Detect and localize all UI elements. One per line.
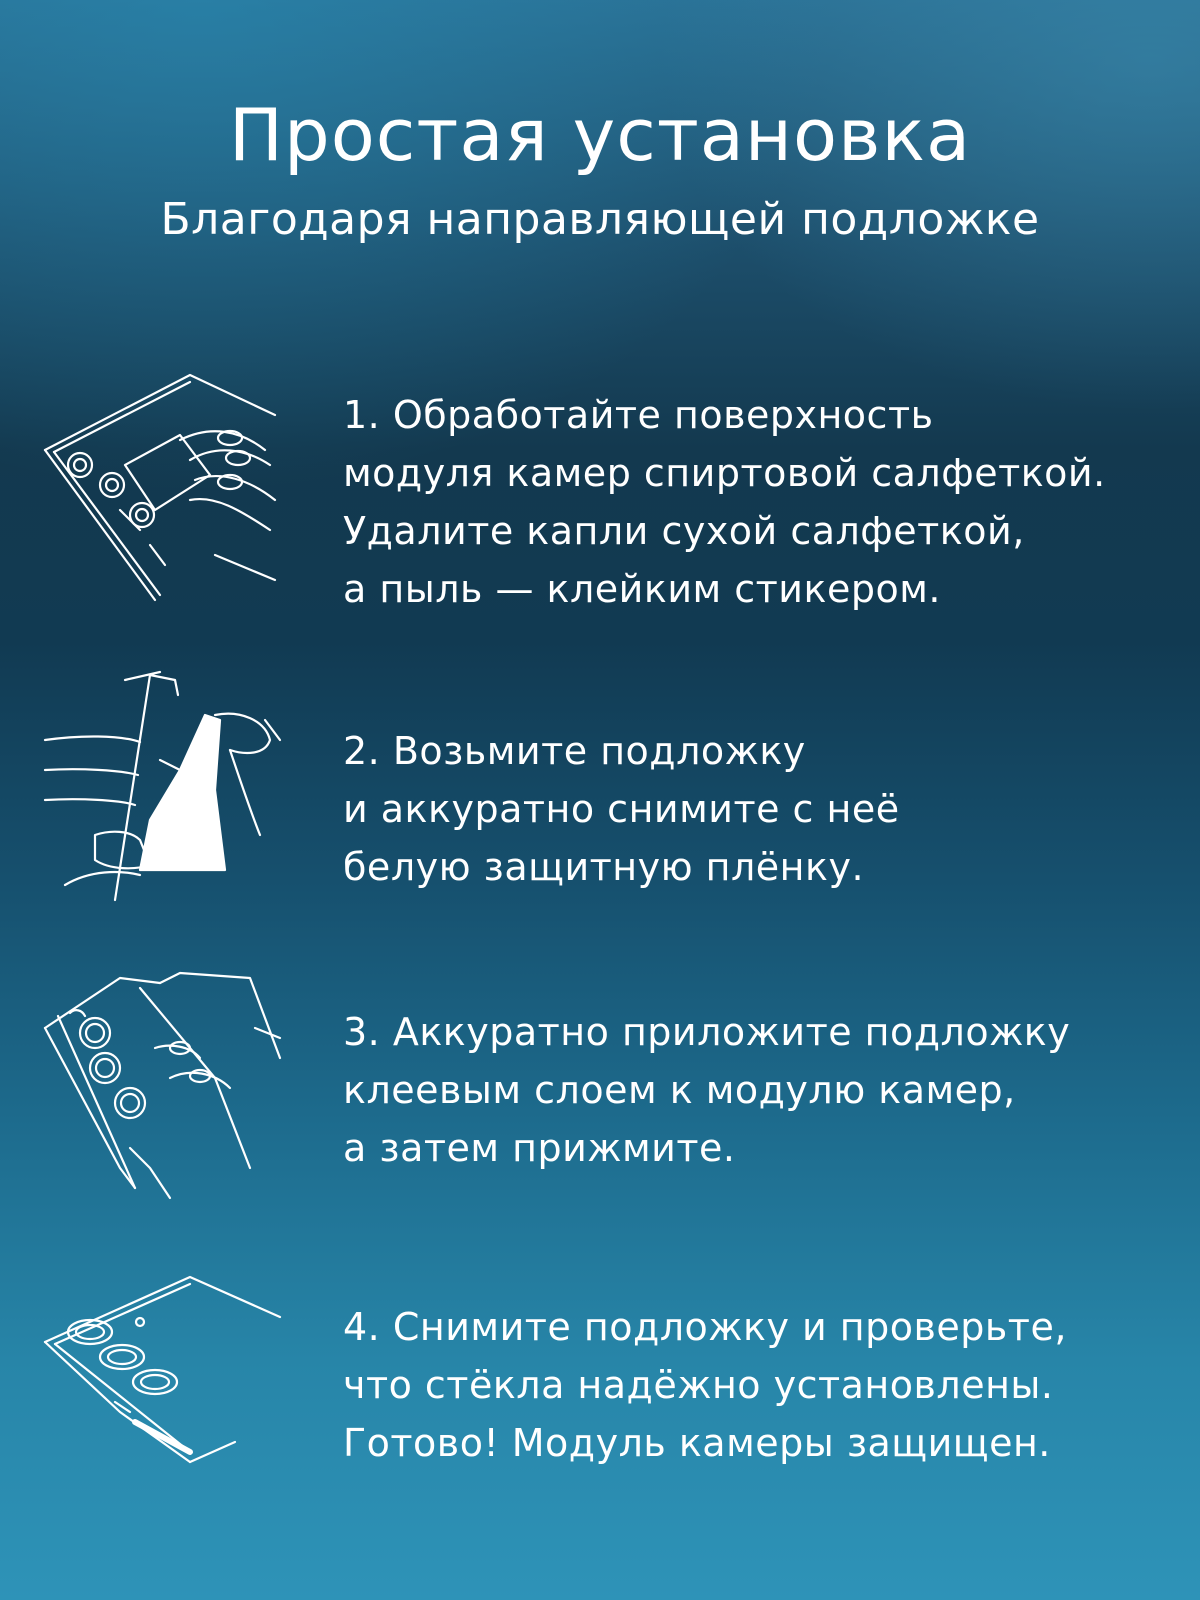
step-2-line-1: 2. Возьмите подложку bbox=[343, 729, 806, 773]
step-3-line-3: а затем прижмите. bbox=[343, 1126, 736, 1170]
step-4-line-1: 4. Снимите подложку и проверьте, bbox=[343, 1305, 1067, 1349]
step-1-line-4: а пыль — клейким стикером. bbox=[343, 567, 941, 611]
step-1-text bbox=[343, 386, 1173, 618]
step-4-line-3: Готово! Модуль камеры защищен. bbox=[343, 1421, 1051, 1465]
page-subtitle: Благодаря направляющей подложке bbox=[160, 194, 1040, 245]
step-2-line-3: белую защитную плёнку. bbox=[343, 845, 865, 889]
step-3-text bbox=[343, 1003, 1173, 1177]
apply-backing-icon bbox=[40, 968, 290, 1218]
step-3-line-1: 3. Аккуратно приложите подложку bbox=[343, 1010, 1071, 1054]
peel-film-icon bbox=[40, 670, 290, 920]
page-title: Простая установка bbox=[228, 93, 972, 177]
step-2-line-2: и аккуратно снимите с неё bbox=[343, 787, 900, 831]
step-2-text bbox=[343, 722, 1173, 896]
step-4-line-2: что стёкла надёжно установлены. bbox=[343, 1363, 1054, 1407]
step-1-line-3: Удалите капли сухой салфеткой, bbox=[343, 509, 1025, 553]
step-1-line-1: 1. Обработайте поверхность bbox=[343, 393, 934, 437]
step-4-text bbox=[343, 1298, 1173, 1472]
step-3-line-2: клеевым слоем к модулю камер, bbox=[343, 1068, 1016, 1112]
step-1-line-2: модуля камер спиртовой салфеткой. bbox=[343, 451, 1106, 495]
phone-cleaning-icon bbox=[40, 370, 290, 620]
installed-lenses-icon bbox=[40, 1262, 290, 1512]
